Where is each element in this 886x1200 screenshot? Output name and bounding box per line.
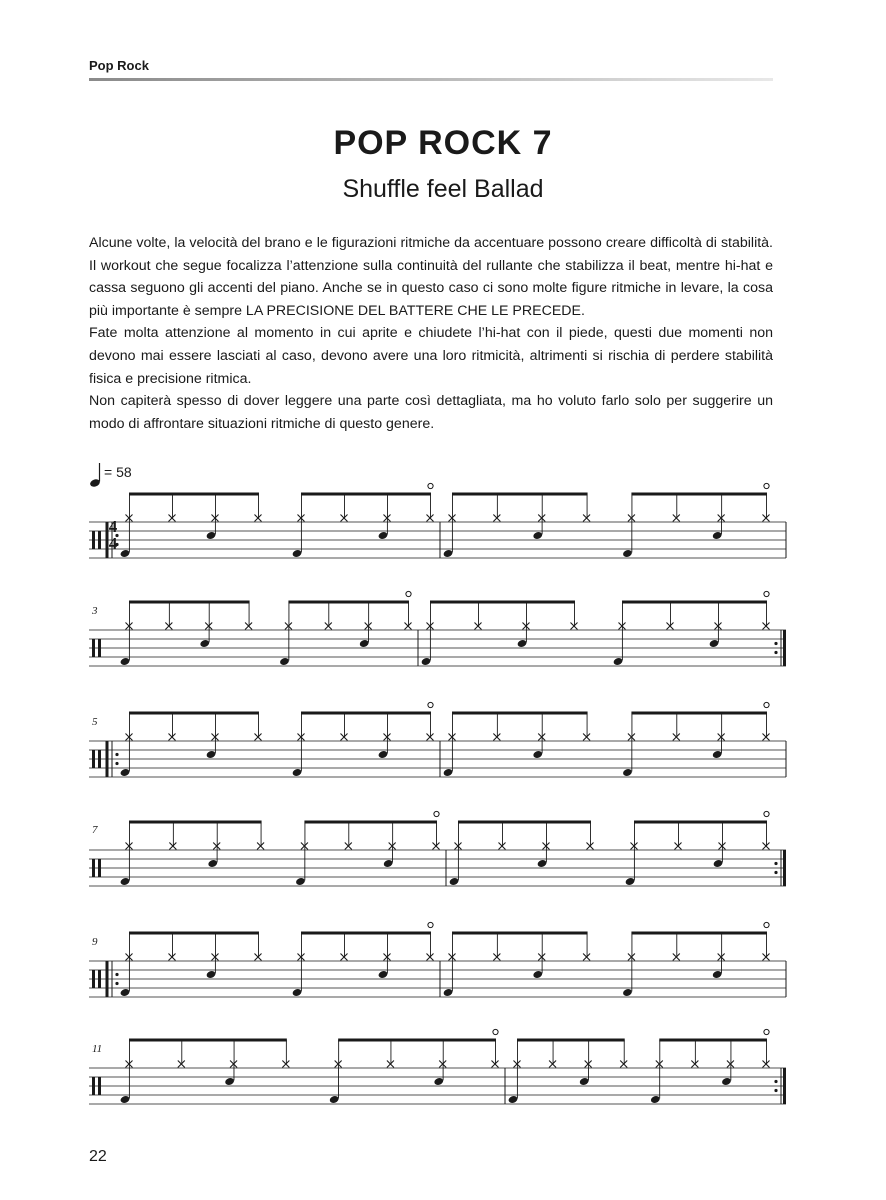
page-subtitle: Shuffle feel Ballad [342, 175, 544, 203]
time-signature-bottom: 4 [108, 534, 118, 553]
snare-note [532, 970, 543, 979]
snare-note [537, 859, 548, 868]
open-hihat-marker [428, 483, 433, 488]
beam [622, 601, 767, 604]
repeat-dot [115, 982, 118, 985]
snare-note [359, 639, 370, 648]
system-number: 9 [92, 936, 98, 948]
kick-note [329, 1095, 340, 1104]
snare-note [378, 531, 389, 540]
beam [129, 1039, 287, 1042]
system-number: 11 [92, 1043, 103, 1055]
open-hihat-marker [428, 922, 433, 927]
kick-note [120, 988, 131, 997]
open-hihat-marker [493, 1029, 498, 1034]
snare-note [532, 750, 543, 759]
repeat-dot [774, 1080, 777, 1083]
kick-note [292, 549, 303, 558]
kick-note [613, 657, 624, 666]
kick-note [443, 549, 454, 558]
beam [634, 821, 767, 824]
open-hihat-marker [764, 702, 769, 707]
kick-note [295, 877, 306, 886]
kick-note [120, 768, 131, 777]
repeat-dot [774, 1089, 777, 1092]
percussion-clef [98, 1077, 101, 1095]
percussion-clef [98, 531, 101, 549]
tempo-marking: = 58 [104, 464, 132, 480]
percussion-clef [92, 1077, 95, 1095]
beam [631, 932, 767, 935]
snare-note [206, 531, 217, 540]
repeat-dot [115, 753, 118, 756]
percussion-clef [98, 859, 101, 877]
kick-note [508, 1095, 519, 1104]
percussion-clef [92, 859, 95, 877]
kick-note [120, 549, 131, 558]
open-hihat-marker [406, 591, 411, 596]
percussion-clef [98, 750, 101, 768]
open-hihat-marker [764, 811, 769, 816]
open-hihat-marker [764, 483, 769, 488]
beam [129, 712, 259, 715]
system-number: 7 [92, 824, 98, 836]
snare-note [207, 859, 218, 868]
beam [338, 1039, 496, 1042]
kick-note [650, 1095, 661, 1104]
repeat-dot [115, 973, 118, 976]
time-signature-top: 4 [108, 517, 118, 536]
percussion-clef [98, 970, 101, 988]
snare-note [224, 1077, 235, 1086]
paragraph-3: Non capiterà spesso di dover leggere una parte così dettagliata, ma ho voluto farlo solo per suggerire un modo di affrontare situazioni ritmiche di questo genere. [89, 393, 773, 432]
beam [129, 932, 259, 935]
percussion-clef [92, 639, 95, 657]
beam [517, 1039, 625, 1042]
kick-note [443, 988, 454, 997]
open-hihat-marker [764, 1029, 769, 1034]
snare-note [378, 970, 389, 979]
kick-note [421, 657, 432, 666]
repeat-dot [115, 762, 118, 765]
percussion-clef [92, 531, 95, 549]
beam [288, 601, 409, 604]
beam [631, 493, 767, 496]
beam [631, 712, 767, 715]
snare-note [712, 531, 723, 540]
page-title: POP ROCK 7 [333, 124, 553, 162]
beam [304, 821, 437, 824]
beam [129, 601, 250, 604]
repeat-dot [774, 642, 777, 645]
snare-note [712, 970, 723, 979]
snare-note [378, 750, 389, 759]
beam [452, 712, 588, 715]
beam [659, 1039, 767, 1042]
kick-note [443, 768, 454, 777]
kick-note [449, 877, 460, 886]
snare-note [433, 1077, 444, 1086]
system-number: 3 [92, 605, 98, 617]
kick-note [622, 988, 633, 997]
paragraph-1: Alcune volte, la velocità del brano e le figurazioni ritmiche da accentuare possono creare difficoltà di stabilità. Il workout che segue focalizza l’attenzione sulla continuità del rullante che stabilizza il beat, mentre hi-hat e cassa seguono gli accenti del piano. Anche se in questo caso ci sono molte figure ritmiche in levare, la cosa più importante è sempre LA PRECISIONE DEL BATTERE CHE LE PRECEDE. [89, 235, 773, 319]
open-hihat-marker [428, 702, 433, 707]
kick-note [120, 877, 131, 886]
percussion-clef [92, 750, 95, 768]
beam [129, 821, 262, 824]
beam [301, 932, 431, 935]
percussion-clef [98, 639, 101, 657]
system-number: 5 [92, 716, 98, 728]
running-header: Pop Rock [89, 58, 149, 73]
kick-note [279, 657, 290, 666]
beam [452, 493, 588, 496]
snare-note [721, 1077, 732, 1086]
snare-note [517, 639, 528, 648]
percussion-clef [92, 970, 95, 988]
kick-note [292, 988, 303, 997]
snare-note [199, 639, 210, 648]
snare-note [383, 859, 394, 868]
repeat-dot [774, 862, 777, 865]
kick-note [622, 549, 633, 558]
kick-note [622, 768, 633, 777]
beam [301, 712, 431, 715]
beam [452, 932, 588, 935]
snare-note [206, 970, 217, 979]
page-number: 22 [89, 1148, 107, 1165]
beam [430, 601, 575, 604]
open-hihat-marker [434, 811, 439, 816]
paragraph-2: Fate molta attenzione al momento in cui aprite e chiudete l’hi-hat con il piede, questi due momenti non devono mai essere lasciati al caso, devono avere una loro ritmicità, altrimenti si rischia di perdere stabilità fisica e precisione ritmica. [89, 325, 773, 387]
kick-note [120, 657, 131, 666]
beam [301, 493, 431, 496]
snare-note [713, 859, 724, 868]
snare-note [206, 750, 217, 759]
snare-note [532, 531, 543, 540]
snare-note [712, 750, 723, 759]
open-hihat-marker [764, 591, 769, 596]
kick-note [120, 1095, 131, 1104]
repeat-dot [774, 651, 777, 654]
snare-note [579, 1077, 590, 1086]
repeat-dot [774, 871, 777, 874]
open-hihat-marker [764, 922, 769, 927]
beam [458, 821, 591, 824]
snare-note [709, 639, 720, 648]
kick-note [625, 877, 636, 886]
kick-note [292, 768, 303, 777]
beam [129, 493, 259, 496]
